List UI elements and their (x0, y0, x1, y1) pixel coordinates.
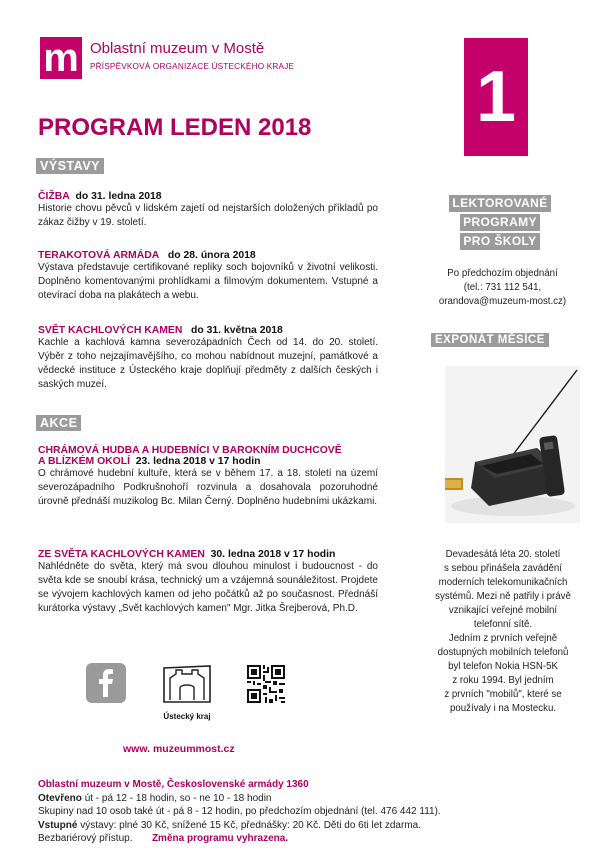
exhibition-heading (38, 250, 378, 261)
event-description: Nahlédněte do světa, který má svou dlouhou minulost i budoucnost - do světa kde se snoubí krása, technický um a vzájemná sounáležitost. Projdete se vývojem kachlových kamen od jeho počátků až po současnost. Přednáší kurátorka výstavy „Svět kachlových kamen" Mgr. Jitka Šrejberová, Ph.D. (38, 561, 378, 614)
footer-opening (38, 792, 578, 806)
exhibition-description: Historie chovu pěvců v lidském zajetí od nejstarších doložených příkladů po zákaz čižby v 19. století. (38, 203, 378, 228)
museum-name: Oblastní muzeum v Mostě (90, 40, 265, 57)
exhibit-text-line: telefonní sítě. (473, 619, 533, 630)
exhibit-text-line: z prvních "mobilů", které se (444, 689, 562, 700)
exhibit-text-line: z roku 1994. Byl jedním (452, 675, 554, 686)
event-heading (38, 456, 378, 467)
lectures-label-3: PRO ŠKOLY (460, 233, 539, 250)
exhibition-description: Výstava představuje certifikované repliky soch bojovníků v životní velikosti. Doplněno komentovanými prohlídkami a filmovým dokumentem. Vstupné a otevírací doba na plakátech a webu. (38, 262, 378, 301)
exhibit-text-line: používaly i na Mostecku. (449, 703, 557, 714)
exhibit-label: EXPONÁT MĚSÍCE (431, 333, 549, 347)
exhibit-text-line: vznikající veřejné mobilní (448, 605, 558, 616)
museum-subtitle: PŘÍSPĚVKOVÁ ORGANIZACE ÚSTECKÉHO KRAJE (90, 62, 295, 71)
exhibit-photo (445, 366, 580, 523)
event-description: O chrámové hudební kultuře, která se v během 17. a 18. století na území severozápadního Podkrušnohoří rozvinula a dosahovala pozoruhodné úrovně přednáší muzikolog Bc. Milan Černý. Doplněno hudebními ukázkami. (38, 468, 378, 507)
kraj-label: Ústecký kraj (163, 712, 211, 721)
exhibit-text-line: dostupných mobilních telefonů (437, 647, 569, 658)
footer-groups: Skupiny nad 10 osob také út - pá 8 - 12 hodin, po předchozím objednání (tel. 476 442 111). (38, 806, 441, 817)
exhibition-heading (38, 325, 378, 336)
exhibition-name: SVĚT KACHLOVÝCH KAMEN (38, 325, 183, 336)
page-title: PROGRAM LEDEN 2018 (38, 114, 312, 141)
facebook-icon[interactable] (86, 663, 126, 703)
website-link[interactable]: www. muzeummost.cz (123, 743, 235, 755)
footer-entry-text: výstavy: plné 30 Kč, snížené 15 Kč, přednášky: 20 Kč. Děti do 6ti let zdarma. (80, 819, 421, 831)
lectures-phone: (tel.: 731 112 541, (463, 282, 542, 293)
exhibit-text-line: byl telefon Nokia HSN-5K (448, 661, 558, 672)
exhibition-item (38, 325, 378, 392)
footer-entry-label: Vstupné (38, 819, 78, 831)
exhibition-description: Kachle a kachlová kamna severozápadních Čech od 14. do 20. století. Výběr z toho nejzajímavějšího, co mohou nabídnout muzejní, památkové a vědecké instituce z Ústeckého kraje doplňují předměty z dalších českých i saských muzeí. (38, 337, 378, 390)
event-name: ZE SVĚTA KACHLOVÝCH KAMEN (38, 549, 205, 560)
qr-code[interactable] (247, 665, 285, 703)
footer-entry (38, 819, 578, 833)
exhibition-item (38, 191, 378, 230)
lectures-line: Po předchozím objednání (447, 268, 558, 279)
event-heading (38, 549, 378, 560)
lectures-labels (440, 194, 560, 251)
logo-letter: m (43, 37, 79, 79)
exhibition-date: do 28. února 2018 (167, 250, 256, 261)
event-item (38, 549, 378, 616)
ustecky-kraj-logo[interactable] (160, 662, 214, 722)
lectures-email[interactable]: orandova@muzeum-most.cz) (438, 296, 567, 307)
event-item (38, 445, 378, 509)
event-date: 30. ledna 2018 v 17 hodin (210, 549, 336, 560)
footer-org: Oblastní muzeum v Mostě, Československé armády 1360 (38, 779, 309, 790)
exhibit-text-line: systémů. Mezi ně patřily i právě (435, 591, 571, 602)
issue-number: 1 (464, 38, 528, 156)
footer-change: Změna programu vyhrazena. (151, 833, 289, 844)
exhibition-name: ČIŽBA (38, 191, 70, 202)
exhibition-name: TERAKOTOVÁ ARMÁDA (38, 250, 160, 261)
exhibit-text-line: Devadesátá léta 20. století (445, 549, 561, 560)
section-label-vystavy: VÝSTAVY (36, 158, 104, 174)
exhibition-date: do 31. ledna 2018 (75, 191, 162, 202)
footer-open-text: út - pá 12 - 18 hodin, so - ne 10 - 18 hodin (84, 792, 272, 804)
exhibition-item (38, 250, 378, 303)
lectures-label-2: PROGRAMY (460, 214, 540, 231)
exhibition-date: do 31. května 2018 (191, 325, 283, 336)
lectures-contact (420, 267, 585, 309)
exhibition-heading (38, 191, 378, 202)
footer-open-label: Otevřeno (38, 792, 82, 804)
event-name-line2: A BLÍZKÉM OKOLÍ (38, 456, 130, 467)
exhibit-text-line: Jedním z prvních veřejně (448, 633, 558, 644)
lectures-label-1: LEKTOROVANÉ (449, 195, 550, 212)
exhibit-text-line: moderních telekomunikačních (438, 577, 568, 588)
footer-last-line (38, 832, 578, 846)
museum-logo (40, 37, 82, 79)
exhibit-text-line: s sebou přinášela zavádění (444, 563, 562, 574)
event-heading-line1: CHRÁMOVÁ HUDBA A HUDEBNÍCI V BAROKNÍM DUCHCOVĚ (38, 445, 342, 456)
event-date: 23. ledna 2018 v 17 hodin (135, 456, 261, 467)
footer-barrier: Bezbariérový přístup. (38, 833, 133, 844)
section-label-akce: AKCE (36, 415, 81, 431)
exhibit-description (418, 548, 588, 716)
footer-info (38, 778, 578, 846)
